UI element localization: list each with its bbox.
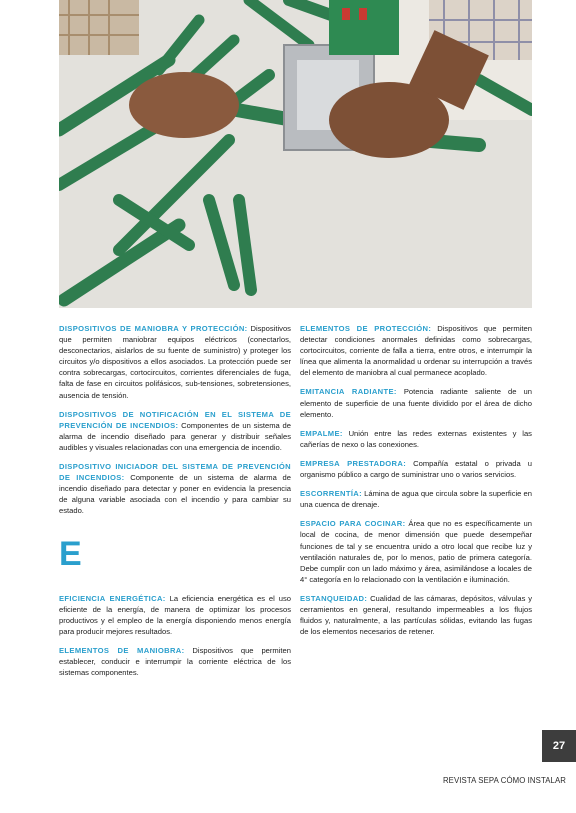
glossary-term: ELEMENTOS DE PROTECCIÓN: [300, 324, 432, 333]
glossary-definition: Potencia radiante saliente de un elemento de superficie de una fuente dividido por el área de dicho elemento. [300, 387, 532, 419]
right-column [300, 323, 532, 645]
glossary-term: ELEMENTOS DE MANIOBRA: [59, 645, 185, 655]
glossary-entry [300, 386, 532, 419]
glossary-definition: Dispositivos que permiten maniobrar equipos eléctricos (conectarlos, desconectarios, aislarlos de su fuente de suministro) y proteger los circuitos y/o dispositivos a ellos asociados. La protección puede ser contra sobrecargas, cortocircuitos, corrientes diferenciales de fuga, falta de fase en circuitos polifásicos, sub-tensiones, sobretensiones, ausencia de tensión. [59, 324, 291, 400]
glossary-definition: Lámina de agua que circula sobre la superficie en una cuenca de drenaje. [300, 489, 532, 510]
glossary-entry [300, 593, 532, 637]
glossary-definition: Cualidad de las cámaras, depósitos, válvulas y cerramientos en general, resultando impermeables a los flujos fluidos y, naturalmente, a las partículas sólidas, evitando las fugas de los elementos necesarios de retener. [300, 593, 532, 637]
glossary-term: EMPALME: [300, 428, 343, 438]
glossary-term: DISPOSITIVOS DE MANIOBRA Y PROTECCIÓN: [59, 324, 248, 333]
section-letter: E [59, 534, 82, 573]
glossary-entry [300, 428, 532, 450]
glossary-entry [300, 458, 532, 480]
glossary-definition: Área que no es específicamente un local de cocina, de menor dimensión que puede desempeñar funciones de tal y se encuentra unido a otro local que recibe luz y ventilación naturales de, por lo menos, patio de primera categoría. Debe cumplir con un lado máximo y área, asimilándose a locales de 4° categoría en lo relacionado con la ventilación e iluminación. [300, 519, 532, 584]
glossary-term: ESCORRENTÍA: [300, 489, 362, 499]
glossary-definition: La eficiencia energética es el uso eficiente de la energía, de manera de optimizar los procesos productivos y el empleo de la energía disponiendo menos energía para producir mejores resultados. [59, 593, 291, 636]
glossary-definition: Compañía estatal o privada u organismo público a cargo de suministrar uno o varios servicios. [300, 458, 532, 480]
glossary-entry [59, 645, 291, 678]
glossary-definition: Componente de un sistema de alarma de incendio diseñado para detectar y poner en evidencia la presencia de alguna variable asociada con el incendio y para cambiar su estado. [59, 473, 291, 516]
glossary-entry [59, 593, 291, 637]
glossary-definition: Componentes de un sistema de alarma de incendio diseñado para generar y distribuir señales audibles y visuales relacionadas con una emergencia de incendio. [59, 420, 291, 452]
left-column [59, 323, 291, 686]
glossary-term: ESTANQUEIDAD: [300, 593, 368, 603]
glossary-term: EFICIENCIA ENERGÉTICA: [59, 593, 166, 603]
glossary-entry [300, 323, 532, 378]
glossary-entry [59, 409, 291, 453]
glossary-entry [300, 488, 532, 510]
glossary-entry [59, 461, 291, 516]
glossary-term: EMITANCIA RADIANTE: [300, 387, 397, 397]
glossary-term: ESPACIO PARA COCINAR: [300, 519, 406, 529]
glossary-entry [300, 518, 532, 585]
glossary-term: EMPRESA PRESTADORA: [300, 458, 407, 468]
glossary-definition: Unión entre las redes externas existentes y las cañerías de nexo o las conexiones. [300, 428, 532, 449]
glossary-entry [59, 323, 291, 401]
photo-pipe-fusion-tool [59, 0, 532, 308]
glossary-term: DISPOSITIVO INICIADOR DEL SISTEMA DE PREVENCIÓN DE INCENDIOS: [59, 462, 291, 483]
footer-publication-name: REVISTA SEPA CÓMO INSTALAR [442, 775, 566, 786]
glossary-term: DISPOSITIVOS DE NOTIFICACIÓN EN EL SISTEMA DE PREVENCIÓN DE INCENDIOS: [59, 409, 291, 430]
page-number: 27 [542, 730, 576, 762]
glossary-definition: Dispositivos que permiten establecer, conducir e interrumpir la corriente eléctrica de los sistemas componentes. [59, 645, 291, 678]
glossary-definition: Dispositivos que permiten detectar condiciones anormales definidas como sobrecargas, cortocircuitos, corriente de falla a tierra, entre otros, e interrumpir la línea que alimenta la anormalidad u ordenar su interrupción a través del elemento de maniobra al cual permanece acoplado. [300, 324, 532, 378]
